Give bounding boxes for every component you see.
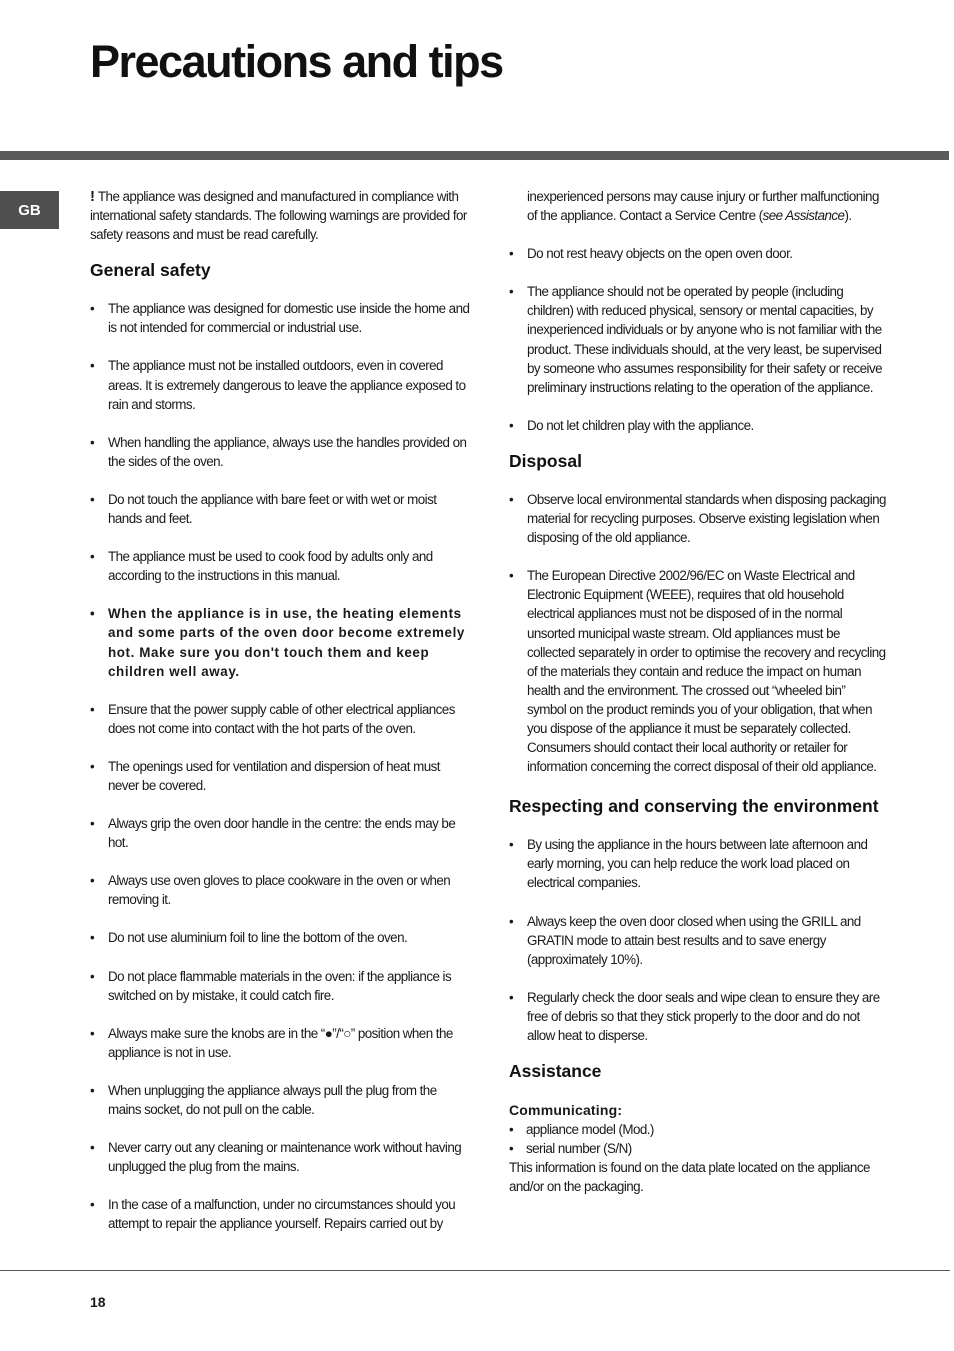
list-item: • The appliance should not be operated by people (including children) with reduced physical, sensory or mental capacities, by inexperienced individuals or by anyone who is not familiar with the product. These individuals should, at the very least, be supervised by someone who assumes responsibility for their safety or receive preliminary instructions relating to the operation of the appliance. (509, 282, 887, 397)
list-item: • Do not place flammable materials in the oven: if the appliance is switched on by mistake, it could catch fire. (90, 967, 470, 1005)
disposal-list (509, 490, 887, 776)
disposal-extra: Consumers should contact their local authority or retailer for information concerning the correct disposal of their old appliance. (527, 740, 877, 775)
list-item: • Do not let children play with the appliance. (509, 416, 887, 435)
list-item (509, 566, 887, 776)
list-item: • serial number (S/N) (509, 1139, 887, 1158)
list-item: • Regularly check the door seals and wipe clean to ensure they are free of debris so that they stick properly to the door and do not allow heat to disperse. (509, 988, 887, 1045)
list-item: • Ensure that the power supply cable of other electrical appliances does not come into contact with the hot parts of the oven. (90, 700, 470, 738)
environment-list (509, 835, 887, 1045)
right-column (509, 187, 887, 1196)
disposal-heading: Disposal (509, 450, 582, 471)
list-item: • The appliance must be used to cook food by adults only and according to the instructions in this manual. (90, 547, 470, 585)
list-item: • Never carry out any cleaning or maintenance work without having unplugged the plug from the mains. (90, 1138, 470, 1176)
environment-heading: Respecting and conserving the environment (509, 796, 879, 817)
general-safety-heading: General safety (90, 260, 211, 281)
assistance-reference: see Assistance (762, 208, 845, 224)
list-item: • When handling the appliance, always use the handles provided on the sides of the oven. (90, 433, 470, 471)
continuation-part: inexperienced persons may cause injury or further malfunctioning of the appliance. Contact a Service Centre ( (527, 189, 879, 224)
page-title: Precautions and tips (90, 36, 503, 87)
continuation-text (509, 187, 887, 225)
list-item: • Always grip the oven door handle in the centre: the ends may be hot. (90, 814, 470, 852)
language-tab: GB (0, 191, 59, 229)
intro-text: The appliance was designed and manufactured in compliance with international safety standards. The following warnings are provided for safety reasons and must be read carefully. (90, 189, 467, 243)
list-item: • appliance model (Mod.) (509, 1120, 887, 1139)
assistance-note: This information is found on the data plate located on the appliance and/or on the packaging. (509, 1160, 870, 1195)
list-item: • Do not use aluminium foil to line the bottom of the oven. (90, 928, 470, 947)
footer-rule (0, 1270, 950, 1271)
list-item: • Do not rest heavy objects on the open oven door. (509, 244, 887, 263)
header-rule (0, 151, 949, 160)
left-column (90, 187, 470, 1233)
list-item: • The appliance must not be installed outdoors, even in covered areas. It is extremely dangerous to leave the appliance exposed to rain and storms. (90, 356, 470, 413)
page-number: 18 (90, 1294, 106, 1310)
warning-mark: ! (90, 188, 95, 205)
list-item: • In the case of a malfunction, under no circumstances should you attempt to repair the appliance yourself. Repairs carried out by (90, 1195, 470, 1233)
general-safety-list-continued (509, 244, 887, 435)
list-item: • Observe local environmental standards when disposing packaging material for recycling purposes. Observe existing legislation when disposing of the old appliance. (509, 490, 887, 547)
continuation-part: ). (844, 208, 852, 224)
list-item: • The appliance was designed for domestic use inside the home and is not intended for commercial or industrial use. (90, 299, 470, 337)
assistance-list (509, 1120, 887, 1158)
list-item: • Always use oven gloves to place cookware in the oven or when removing it. (90, 871, 470, 909)
list-item: • By using the appliance in the hours between late afternoon and early morning, you can help reduce the work load placed on electrical companies. (509, 835, 887, 892)
list-item-warning: • When the appliance is in use, the heating elements and some parts of the oven door become extremely hot. Make sure you don't touch them and keep children well away. (90, 604, 470, 680)
list-item-text: The European Directive 2002/96/EC on Waste Electrical and Electronic Equipment (WEEE), requires that old household electrical appliances must not be disposed of in the normal unsorted municipal waste stream. Old appliances must be collected separately in order to optimise the recovery and recycling of the materials they contain and reduce the impact on human health and the environment. The crossed out “wheeled bin” symbol on the product reminds you of your obligation, that when you dispose of the appliance it must be separately collected. (527, 568, 886, 736)
assistance-heading: Assistance (509, 1061, 602, 1082)
list-item: • The openings used for ventilation and dispersion of heat must never be covered. (90, 757, 470, 795)
intro-paragraph (90, 187, 470, 244)
list-item: • Always make sure the knobs are in the “●”/“○” position when the appliance is not in use. (90, 1024, 470, 1062)
communicating-subheading: Communicating: (509, 1102, 623, 1119)
list-item: • When unplugging the appliance always pull the plug from the mains socket, do not pull on the cable. (90, 1081, 470, 1119)
list-item: • Always keep the oven door closed when using the GRILL and GRATIN mode to attain best results and to save energy (approximately 10%). (509, 912, 887, 969)
list-item: • Do not touch the appliance with bare feet or with wet or moist hands and feet. (90, 490, 470, 528)
general-safety-list (90, 299, 470, 1233)
